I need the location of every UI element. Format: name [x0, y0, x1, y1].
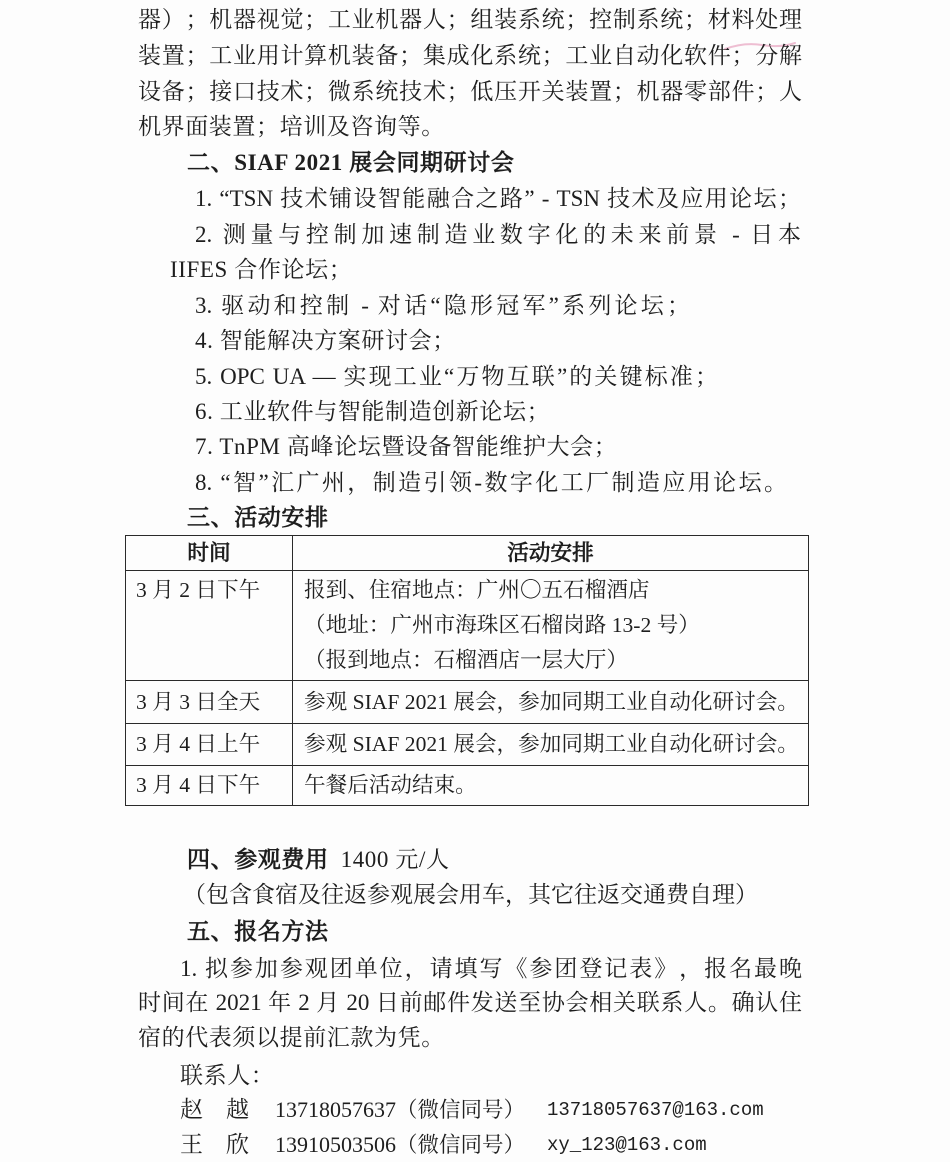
contacts-label: 联系人：: [180, 1063, 275, 1088]
contact-row: [0, 1094, 950, 1126]
intro-line-4: 机界面装置；培训及咨询等。: [138, 114, 445, 139]
intro-line-3: 设备；接口技术；微系统技术；低压开关装置；机器零部件；人: [138, 79, 802, 104]
schedule-header-time: 时间: [126, 536, 293, 571]
seminar-item-1: 1. “TSN 技术铺设智能融合之路” - TSN 技术及应用论坛；: [195, 186, 801, 211]
activity-line-checkin-place: （报到地点：石榴酒店一层大厅）: [304, 648, 628, 672]
seminar-item-4: 4. 智能解决方案研讨会；: [195, 328, 456, 353]
schedule-time-cell: 3 月 4 日上午: [126, 724, 293, 766]
intro-line-2: 装置；工业用计算机装备；集成化系统；工业自动化软件；分解: [138, 43, 802, 68]
seminar-item-5: 5. OPC UA — 实现工业“万物互联”的关键标准；: [195, 364, 718, 389]
contact-name: 赵 越: [180, 1097, 249, 1122]
schedule-row: [126, 681, 809, 724]
registration-line-1: 1. 拟参加参观团单位，请填写《参团登记表》，报名最晚: [180, 956, 802, 981]
registration-line-3: 宿的代表须以提前汇款为凭。: [138, 1025, 445, 1050]
seminar-item-2-continuation: IIFES 合作论坛；: [170, 257, 353, 282]
schedule-time-cell: 3 月 3 日全天: [126, 681, 293, 724]
contact-name: 王 欣: [180, 1132, 249, 1157]
schedule-header-activity: 活动安排: [293, 536, 809, 571]
seminar-item-7: 7. TnPM 高峰论坛暨设备智能维护大会；: [195, 434, 618, 459]
registration-line-2: 时间在 2021 年 2 月 20 日前邮件发送至协会相关联系人。确认住: [138, 990, 802, 1015]
contact-email: xy_123@163.com: [547, 1134, 707, 1156]
schedule-activity-cell: 参观 SIAF 2021 展会，参加同期工业自动化研讨会。: [293, 681, 809, 724]
fee-note: （包含食宿及往返参观展会用车，其它往返交通费自理）: [183, 882, 758, 907]
schedule-time-cell: 3 月 2 日下午: [126, 571, 293, 681]
seminar-item-3: 3. 驱动和控制 - 对话“隐形冠军”系列论坛；: [195, 293, 690, 318]
schedule-activity-cell: 参观 SIAF 2021 展会，参加同期工业自动化研讨会。: [293, 724, 809, 766]
contact-phone: 13910503506: [275, 1132, 396, 1157]
contact-phone-note: （微信同号）: [396, 1098, 526, 1122]
visit-fee: 1400 元/人: [340, 847, 450, 872]
seminar-item-2: 2. 测量与控制加速制造业数字化的未来前景 - 日本: [195, 222, 801, 247]
schedule-row: [126, 724, 809, 766]
schedule-row: [126, 766, 809, 806]
section-2-heading: 二、SIAF 2021 展会同期研讨会: [187, 150, 515, 175]
schedule-activity-cell: [293, 571, 809, 681]
contact-phone: 13718057637: [275, 1097, 396, 1122]
contact-email: 13718057637@163.com: [547, 1099, 764, 1121]
activity-line-checkin: 报到、住宿地点：广州〇五石榴酒店: [304, 578, 650, 602]
schedule-header-row: [126, 536, 809, 571]
section-5-heading: 五、报名方法: [187, 919, 329, 944]
seminar-item-8: 8. “智”汇广州，制造引领-数字化工厂制造应用论坛。: [195, 470, 787, 495]
schedule-activity-cell: 午餐后活动结束。: [293, 766, 809, 806]
contact-phone-note: （微信同号）: [396, 1133, 526, 1157]
schedule-time-cell: 3 月 4 日下午: [126, 766, 293, 806]
contact-phone-group: [275, 1129, 525, 1161]
section-4-heading: 四、参观费用: [187, 847, 329, 872]
contact-phone-group: [275, 1094, 525, 1126]
schedule-row: [126, 571, 809, 681]
section-3-heading: 三、活动安排: [187, 505, 329, 530]
seminar-item-6: 6. 工业软件与智能制造创新论坛；: [195, 399, 551, 424]
contact-row: [0, 1129, 950, 1161]
intro-line-1: 器）；机器视觉；工业机器人；组装系统；控制系统；材料处理: [138, 7, 802, 32]
schedule-table: [125, 535, 809, 806]
section-4-line: [187, 842, 450, 878]
activity-line-address: （地址：广州市海珠区石榴岗路 13-2 号）: [304, 613, 700, 637]
